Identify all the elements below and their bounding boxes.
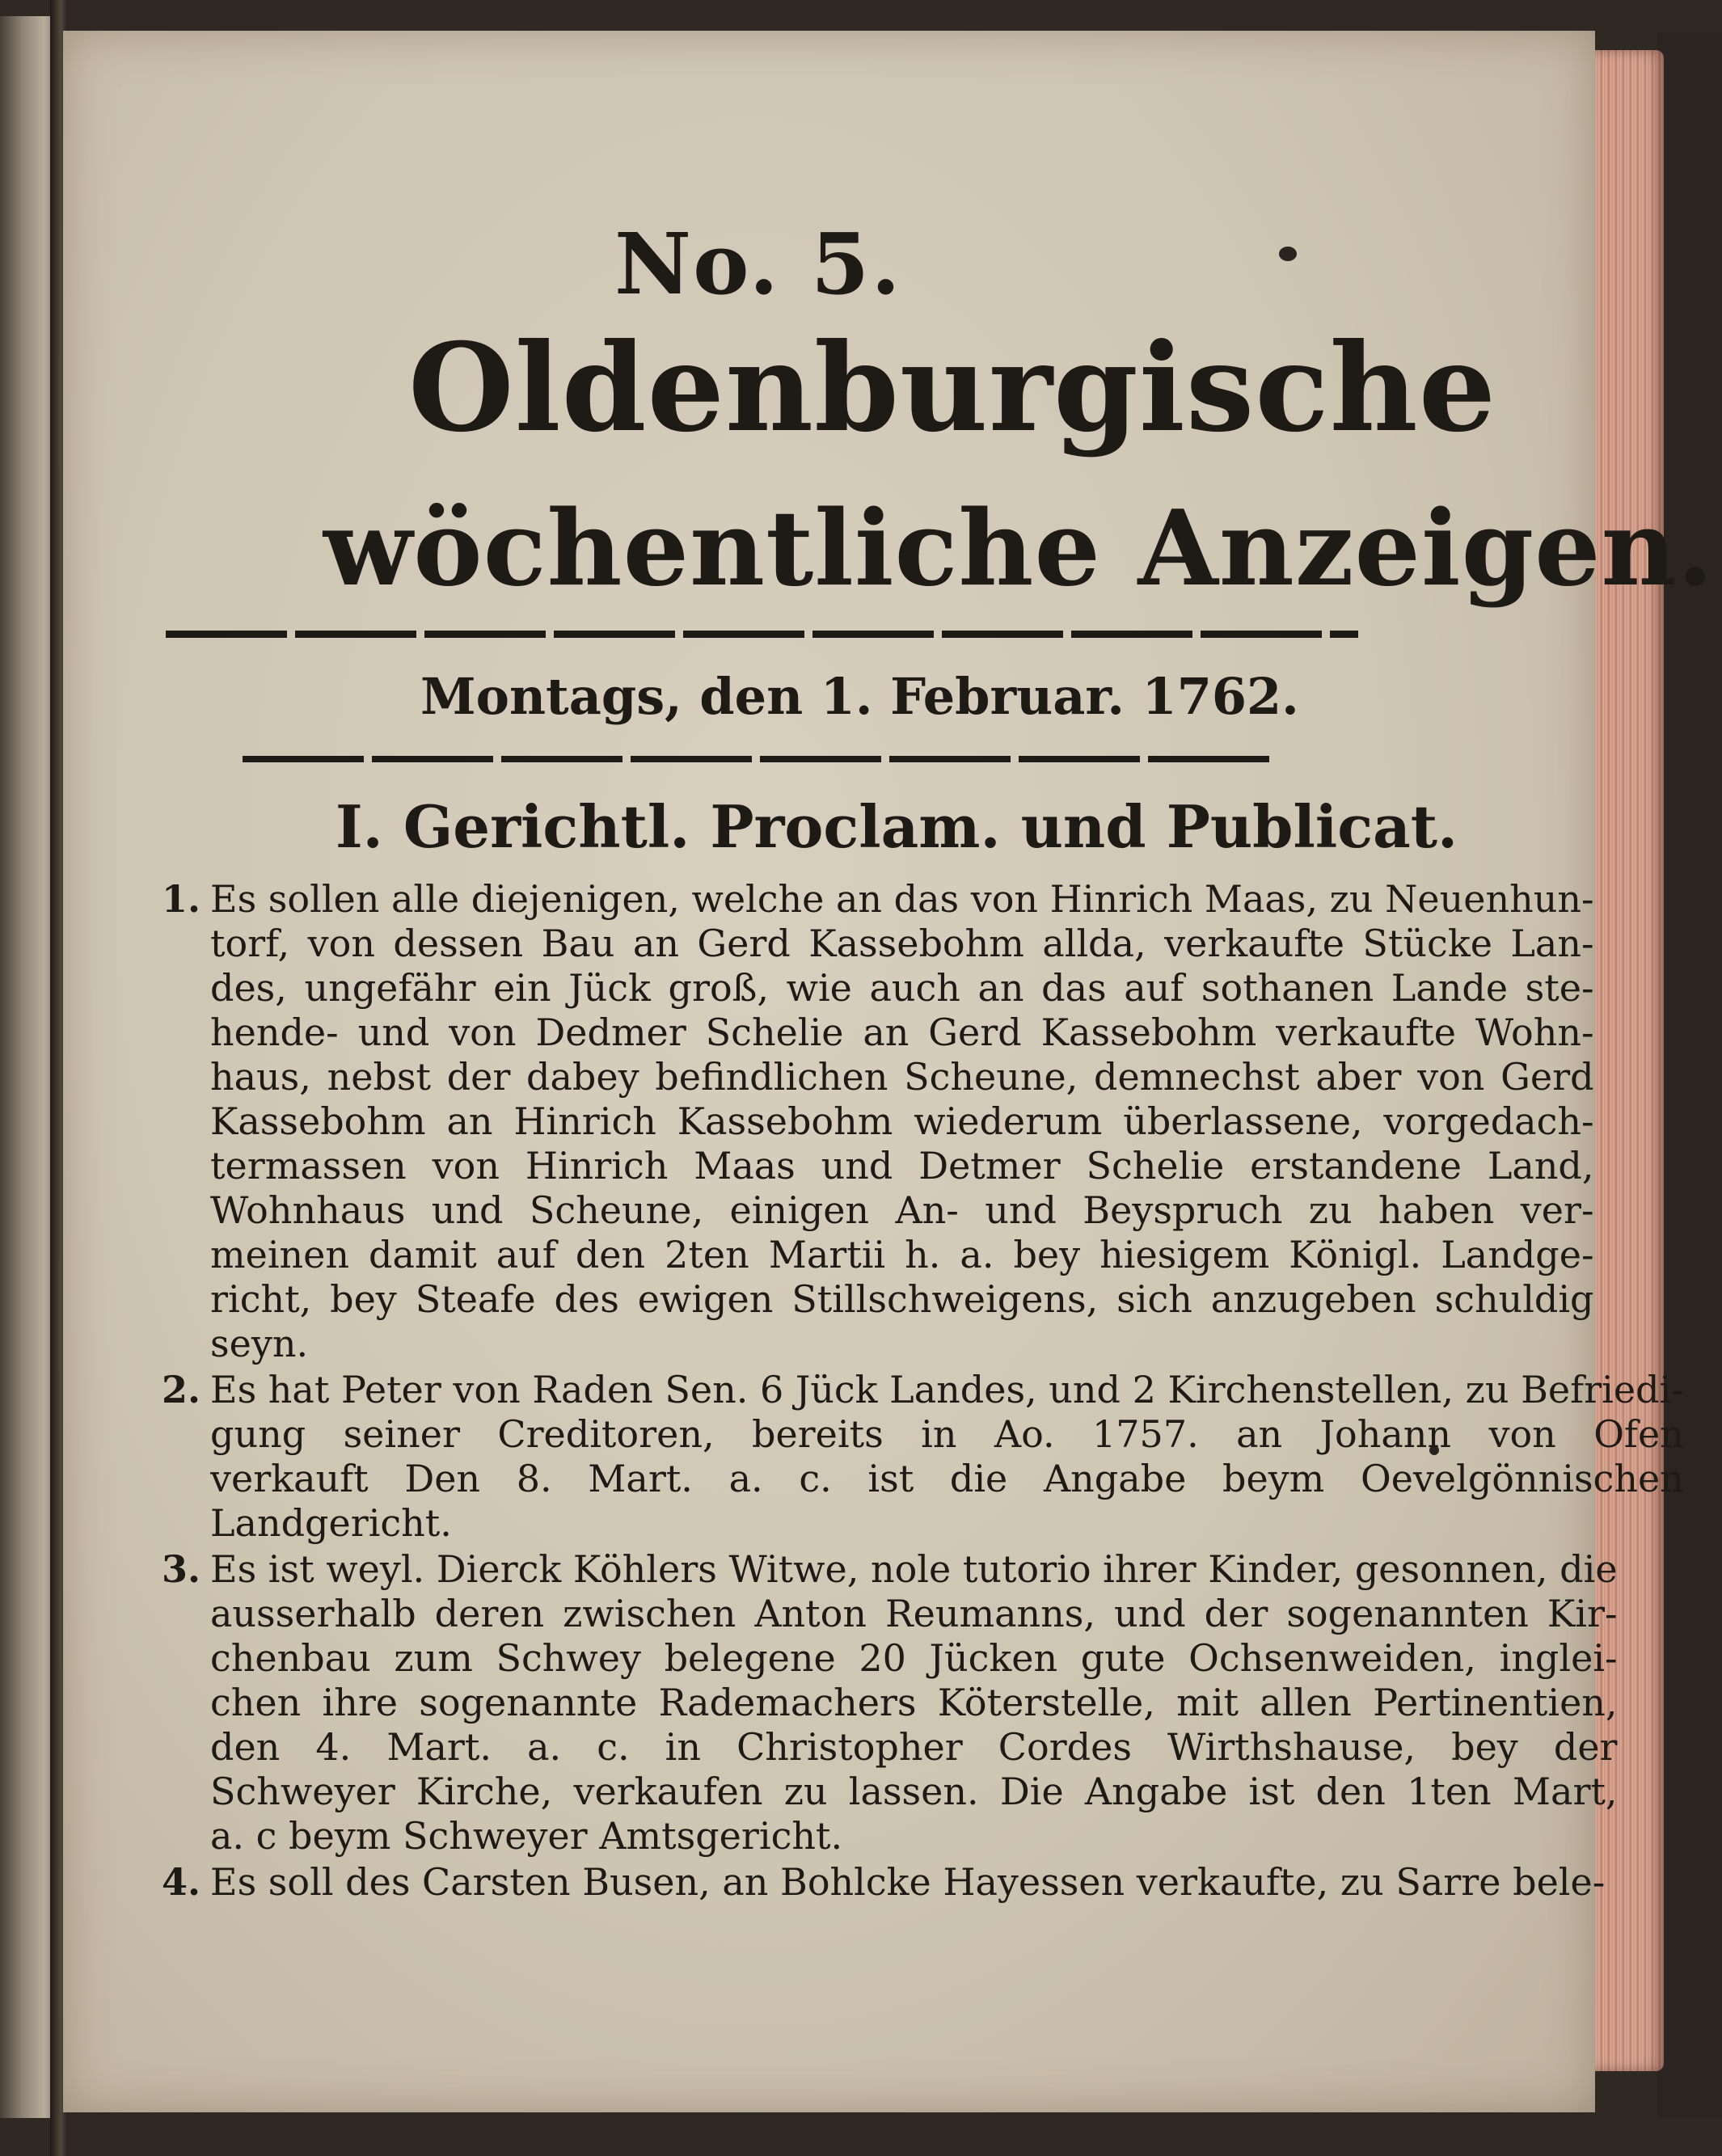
- text-line: Es ist weyl. Dierck Köhlers Witwe, nole tutorio ihrer Kinder, gesonnen, die: [210, 1547, 1618, 1591]
- masthead-rule: [166, 631, 1358, 638]
- notice-entry: [162, 1860, 1606, 1905]
- notice-entry: [162, 1547, 1618, 1859]
- text-line: torf, von dessen Bau an Gerd Kassebohm allda, verkaufte Stücke Lan-: [210, 922, 1594, 965]
- text-line: Wohnhaus und Scheune, einigen An- und Beyspruch zu haben ver-: [210, 1188, 1594, 1232]
- text-line: Es soll des Carsten Busen, an Bohlcke Hayessen verkaufte, zu Sarre bele-: [210, 1860, 1606, 1904]
- masthead-title-line-1: Oldenburgische: [408, 317, 1497, 459]
- notice-number: 3.: [162, 1547, 201, 1591]
- notice-text: [210, 877, 1594, 1366]
- text-line: termassen von Hinrich Maas und Detmer Schelie erstandene Land,: [210, 1144, 1594, 1188]
- notice-entry: [162, 877, 1594, 1366]
- text-line: chenbau zum Schwey belegene 20 Jücken gute Ochsenweiden, inglei-: [210, 1636, 1618, 1680]
- notice-number: 1.: [162, 877, 201, 921]
- text-line: hende- und von Dedmer Schelie an Gerd Kassebohm verkaufte Wohn-: [210, 1010, 1594, 1054]
- text-line: Es hat Peter von Raden Sen. 6 Jück Landes, und 2 Kirchenstellen, zu Befriedi-: [210, 1368, 1684, 1411]
- text-line: den 4. Mart. a. c. in Christopher Cordes Wirthshause, bey der: [210, 1725, 1618, 1769]
- text-line: Kassebohm an Hinrich Kassebohm wiederum überlassene, vorgedach-: [210, 1099, 1594, 1143]
- text-line: ausserhalb deren zwischen Anton Reumanns, und der sogenannten Kir-: [210, 1592, 1618, 1635]
- text-line: haus, nebst der dabey befindlichen Scheune, demnechst aber von Gerd: [210, 1055, 1594, 1099]
- text-line: a. c beym Schweyer Amtsgericht.: [210, 1814, 843, 1858]
- notice-number: 4.: [162, 1860, 201, 1904]
- text-line: des, ungefähr ein Jück groß, wie auch an das auf sothanen Lande ste-: [210, 966, 1594, 1010]
- text-line: Landgericht.: [210, 1501, 452, 1545]
- text-line: chen ihre sogenannte Rademachers Köterstelle, mit allen Pertinentien,: [210, 1681, 1618, 1724]
- text-line: seyn.: [210, 1322, 309, 1365]
- text-line: meinen damit auf den 2ten Martii h. a. bey hiesigem Königl. Landge-: [210, 1233, 1594, 1276]
- issue-number: No. 5.: [614, 214, 902, 314]
- background-shadow: [1657, 32, 1722, 2118]
- notice-number: 2.: [162, 1368, 201, 1411]
- issue-date: Montags, den 1. Februar. 1762.: [420, 667, 1299, 726]
- notice-text: [210, 1368, 1684, 1546]
- notice-text: [210, 1547, 1618, 1859]
- text-line: Schweyer Kirche, verkaufen zu lassen. Die Angabe ist den 1ten Mart,: [210, 1770, 1618, 1813]
- notice-text: [210, 1860, 1605, 1905]
- text-line: richt, bey Steafe des ewigen Stillschweigens, sich anzugeben schuldig: [210, 1277, 1594, 1321]
- section-heading: I. Gerichtl. Proclam. und Publicat.: [336, 792, 1458, 861]
- masthead-title-line-2: wöchentliche Anzeigen.: [323, 488, 1715, 610]
- text-line: Es sollen alle diejenigen, welche an das von Hinrich Maas, zu Neuenhun-: [210, 877, 1594, 921]
- date-rule: [243, 756, 1269, 762]
- text-line: verkauft Den 8. Mart. a. c. ist die Angabe beym Oevelgönnischen: [210, 1457, 1684, 1500]
- text-line: gung seiner Creditoren, bereits in Ao. 1757. an Johann von Ofen: [210, 1412, 1684, 1456]
- notice-list: [162, 877, 1684, 1906]
- notice-entry: [162, 1368, 1684, 1546]
- ink-blot: [1279, 247, 1297, 261]
